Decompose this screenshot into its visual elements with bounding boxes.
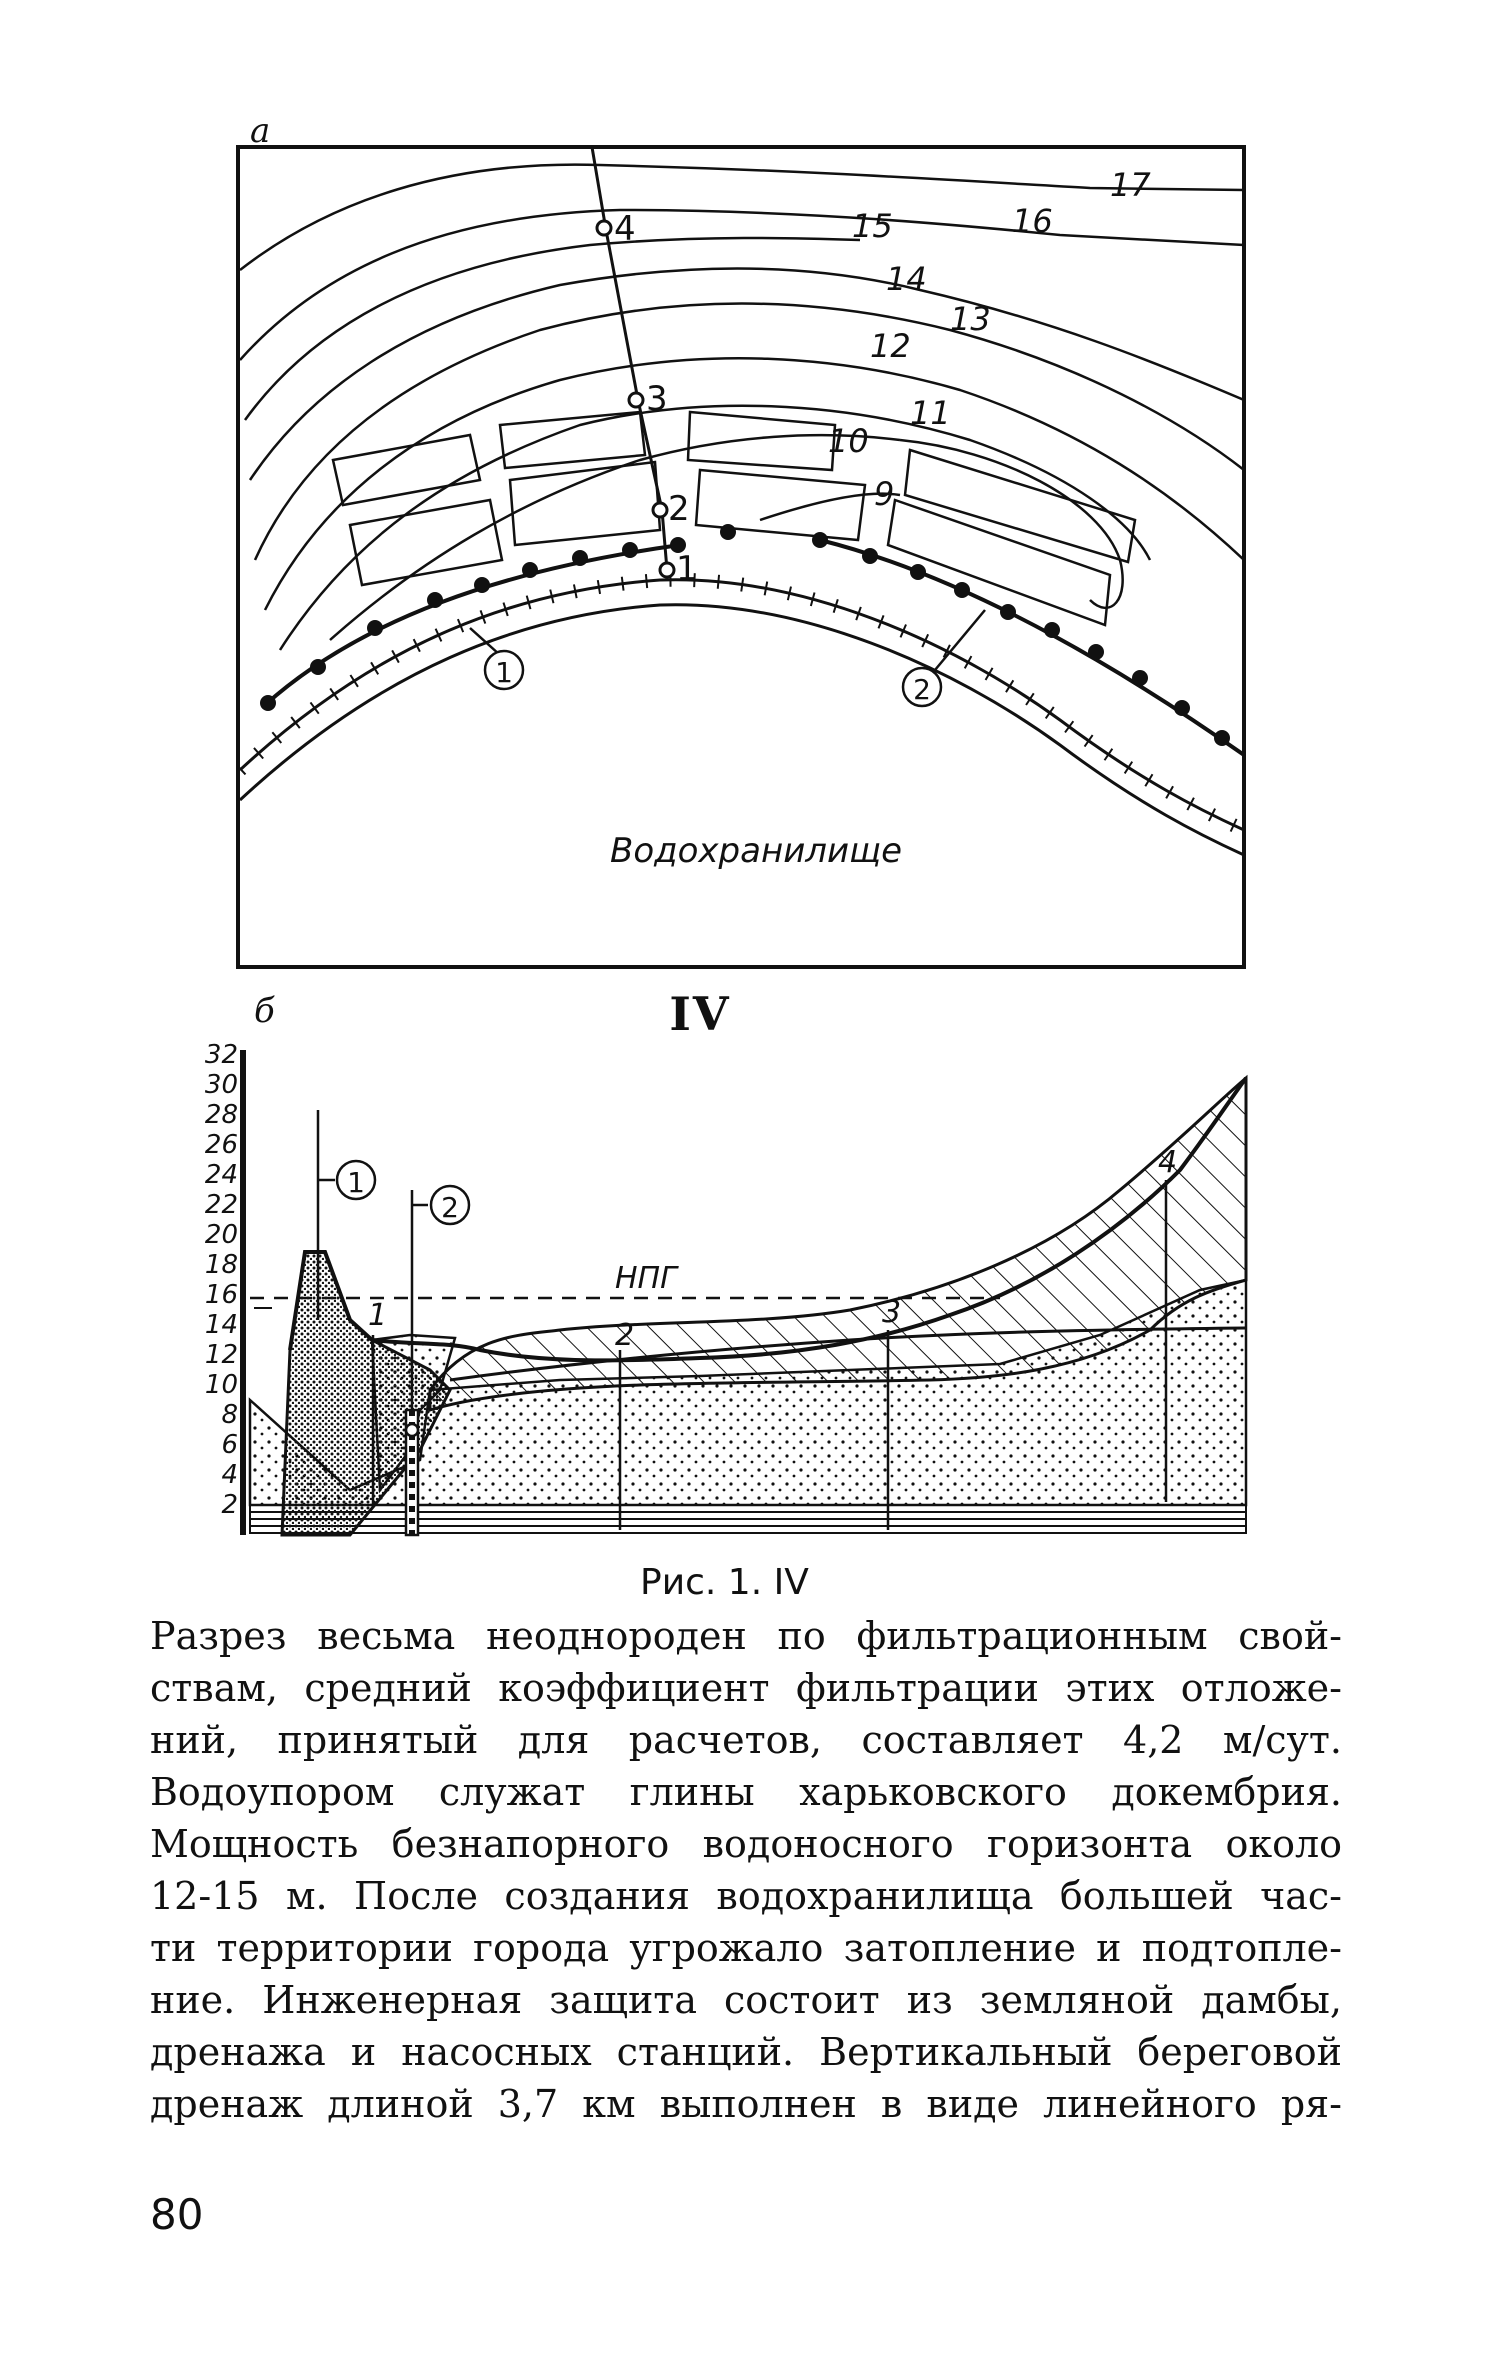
contour-label-15: 15 [852,207,893,245]
section-well-label-2: 2 [615,1318,635,1353]
depth-tick: 32 [204,1040,238,1070]
depth-tick: 30 [204,1070,238,1100]
section-well-label-3: 3 [882,1295,902,1330]
contour-label-13: 13 [950,300,991,338]
drain-2-label: 2 [913,673,931,706]
section-marker-label-2: 2 [441,1191,459,1224]
depth-tick: 8 [221,1400,238,1430]
depth-tick: 26 [204,1130,238,1160]
body-line: Разрез весьма неоднороден по фильтрационным свой- [150,1614,1342,1658]
depth-tick: 22 [204,1190,238,1220]
body-line: 12-15 м. После создания водохранилища большей час- [150,1874,1342,1918]
section-label: IV [669,987,731,1041]
reservoir-label: Водохранилище [610,831,903,871]
depth-tick: 14 [204,1310,238,1340]
body-line: дренаж длиной 3,7 км выполнен в виде линейного ря- [150,2082,1342,2126]
building-blocks [333,412,1135,625]
npg-label: НПГ [615,1261,677,1296]
well-label-3: 3 [646,379,668,419]
contour-label-16: 16 [1012,202,1053,240]
section-marker-label-1: 1 [347,1166,365,1199]
contour-15 [245,238,860,420]
body-line: ний, принятый для расчетов, составляет 4,2 м/сут. [150,1718,1342,1762]
figure-caption: Рис. 1. IV [640,1562,809,1603]
depth-tick: 4 [221,1460,238,1490]
drain-line-1 [265,545,680,705]
depth-tick: 20 [204,1220,238,1250]
shore-line [240,605,1244,855]
body-line: ти территории города угрожало затопление и подтопле- [150,1926,1342,1970]
contour-label-17: 17 [1110,166,1151,204]
section-well-label-4: 4 [1158,1145,1178,1180]
contour-label-9: 9 [874,475,895,513]
aquiclude-layers [250,1505,1246,1533]
panel-b-label: б [254,991,275,1031]
body-line: дренажа и насосных станций. Вертикальный береговой [150,2030,1342,2074]
contour-16 [240,210,1244,360]
well-label-2: 2 [668,489,690,529]
depth-tick: 28 [204,1100,238,1130]
well-label-1: 1 [676,549,698,589]
dam-ticks [240,580,1244,830]
depth-tick: 12 [204,1340,238,1370]
body-line: Мощность безнапорного водоносного горизонта около [150,1822,1342,1866]
depth-tick: 10 [204,1370,238,1400]
contour-12 [265,358,1244,610]
drain-1-label: 1 [495,656,513,689]
contour-label-11: 11 [910,394,951,432]
depth-scale-bar [240,1050,246,1535]
body-line: Водоупором служат глины харьковского докембрия. [150,1770,1342,1814]
well-label-4: 4 [614,209,636,249]
contour-loop [900,440,1123,608]
contour-label-10: 10 [828,422,869,460]
depth-tick: 18 [204,1250,238,1280]
cross-section-figure [0,987,1499,1580]
contour-label-12: 12 [870,327,911,365]
depth-tick: 24 [204,1160,238,1190]
panel-a-label: а [250,111,271,151]
depth-tick: 2 [221,1490,238,1520]
drain-wells [260,524,1230,746]
page-number: 80 [150,2190,204,2239]
depth-tick: 6 [221,1430,238,1460]
body-line: ние. Инженерная защита состоит из земляной дамбы, [150,1978,1342,2022]
depth-tick: 16 [204,1280,238,1310]
contour-label-14: 14 [886,260,927,298]
body-line: ствам, средний коэффициент фильтрации этих отложе- [150,1666,1342,1710]
section-well-label-1: 1 [368,1298,388,1333]
dam-line [240,580,1244,830]
